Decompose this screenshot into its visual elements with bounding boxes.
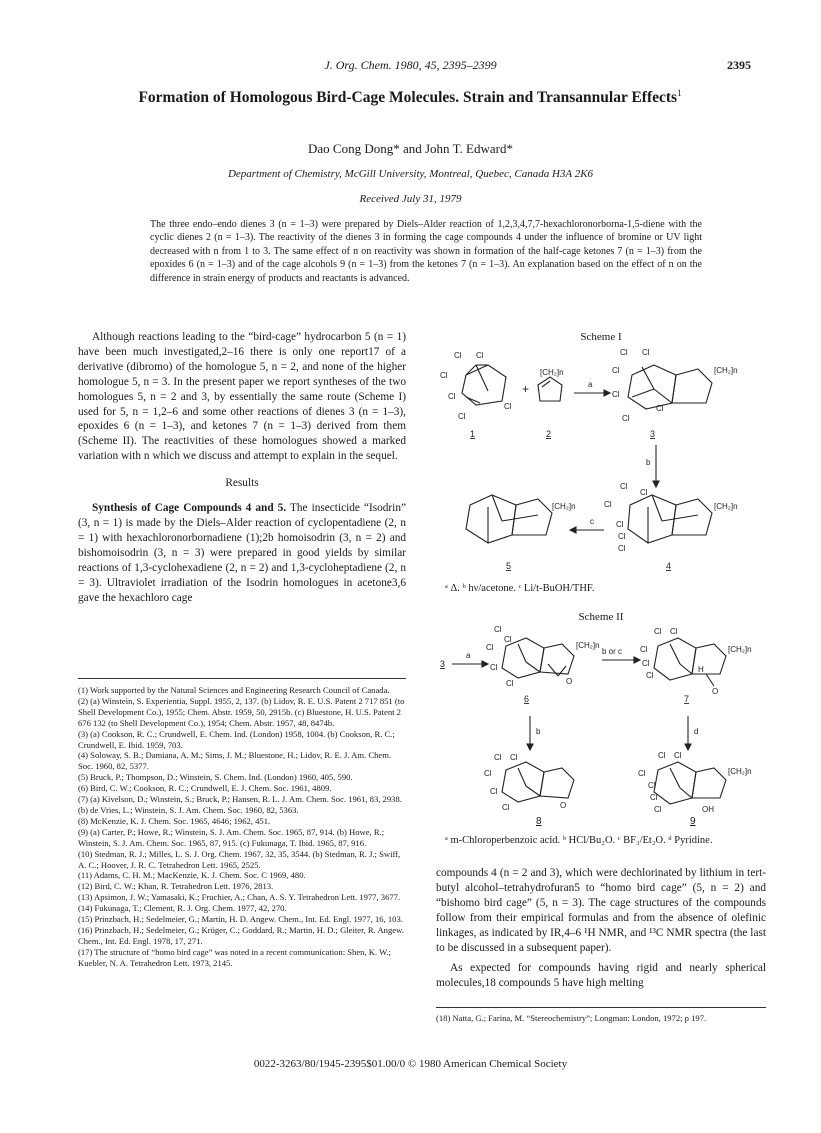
cl-label: Cl — [506, 679, 514, 688]
footnote: (7) (a) Kivelson, D.; Winstein, S.; Bruck, P.; Hansen, R. L. J. Am. Chem. Soc. 1961, 83, 2938. (b) de Vries, L.; Winstein, S. J. Am. Chem. Soc. 1960, 82, 5363. — [78, 794, 402, 815]
page-number: 2395 — [727, 58, 751, 72]
cl-label: Cl — [638, 769, 646, 778]
scheme2-title: Scheme II — [578, 611, 624, 623]
compound-number-6: 6 — [524, 694, 530, 704]
compound-9-structure — [638, 751, 752, 814]
cl-label: Cl — [640, 488, 648, 497]
cl-label: Cl — [490, 663, 498, 672]
cl-label: Cl — [642, 348, 650, 357]
cl-label: Cl — [648, 781, 656, 790]
cl-label: Cl — [620, 348, 628, 357]
plus-sign: + — [522, 382, 530, 396]
ch2n-label: [CH₂]n — [728, 645, 752, 654]
synthesis-text: The insecticide “Isodrin” (3, n = 1) is made by the Diels–Alder reaction of cyclopentadiene (2, n = 1) with hexachloronorbornadiene (1);2b homoisodrin (3, n = 2) and bishomoisodrin (3, n = 3) were prepared in good yields by similar reactions of 1,3-cyclohexadiene (2, n = 2) and 1,3-cycloheptadiene (2, n = 3). Ultraviolet irradiation of the Isodrin homologues in acetone3,6 gave the hexachloro cage — [78, 502, 406, 604]
cl-label: Cl — [476, 351, 484, 360]
compound-1-structure — [440, 351, 512, 439]
footnote: (6) Bird, C. W.; Cookson, R. C.; Crundwell, E. J. Chem. Soc. 1961, 4809. — [78, 783, 332, 794]
cl-label: Cl — [458, 412, 466, 421]
oh-label: OH — [702, 805, 714, 814]
footnote: (16) Prinzbach, H.; Sedelmeier, G.; Krüger, C.; Goddard, R.; Martin, H. D.; Gleiter, R. Angew. Chem., Int. Ed. Engl. 1978, 17, 271. — [78, 924, 404, 946]
synthesis-heading: Synthesis of Cage Compounds 4 and 5. — [92, 502, 287, 515]
ch2n-label: [CH₂]n — [714, 502, 738, 511]
footnote-divider — [78, 678, 406, 679]
intro-paragraph: Although reactions leading to the “bird-cage” hydrocarbon 5 (n = 1) have been much investigated,2–16 there is only one report17 of a derivative (dibromo) of the homologue 5, n = 2, and none of the higher homologue 5, n = 3. In the present paper we report syntheses of the two homologues 5, n = 2 and 3, by essentially the same route (Scheme I) used for 5, n = 1,2–6 and some other reactions of dienes 3 (n = 1–3), epoxides 6 (n = 1–3), and ketones 7 (n = 1–3) derived from them (Scheme II). The reactivities of these homologues showed a marked variation with n which we discuss and attempt to explain in the sequel. — [78, 331, 406, 463]
reagent-a-label: a — [466, 651, 471, 660]
cl-label: Cl — [622, 414, 630, 423]
cl-label: Cl — [504, 402, 512, 411]
footnote: (12) Bird, C. W.; Khan, R. Tetrahedron Lett. 1976, 2813. — [78, 881, 274, 892]
compound-number-2: 2 — [546, 429, 552, 439]
right-column — [436, 866, 766, 997]
cl-label: Cl — [616, 520, 624, 529]
o-label: O — [566, 677, 573, 686]
cl-label: Cl — [640, 645, 648, 654]
compound-4-structure — [604, 482, 738, 571]
compound-number-1: 1 — [470, 429, 476, 439]
compound-6-structure — [486, 625, 600, 704]
footnote: (13) Apsimon, J. W.; Yamasaki, K.; Fruchier, A.; Chan, A. S. Y. Tetrahedron Lett. 1977, 3677. — [78, 892, 401, 903]
compound-7-structure — [640, 627, 752, 704]
cl-label: Cl — [612, 390, 620, 399]
reagent-b-or-c-label: b or c — [602, 647, 623, 656]
footnote: (4) Soloway, S. B.; Damiana, A. M.; Sims, J. M.; Bluestone, H.; Lidov, R. E. J. Am. Chem. Soc. 1960, 82, 5377. — [78, 750, 392, 772]
footnote: (10) Stedman, R. J.; Milles, L. S. J. Org. Chem. 1967, 32, 35, 3544. (b) Stedman, R. J.; Swiff, A. C.; Hoover, J. R. C. Tetrahedron Lett. 1965, 2525. — [78, 848, 401, 870]
synthesis-paragraph — [78, 501, 406, 605]
cl-label: Cl — [502, 803, 510, 812]
compound-8-structure — [484, 753, 574, 812]
cl-label: Cl — [448, 392, 456, 401]
compound-number-9: 9 — [690, 816, 696, 827]
compound-number-8: 8 — [536, 816, 542, 827]
reagent-c-label: c — [590, 517, 594, 526]
compound-2-structure — [538, 368, 564, 439]
left-column — [78, 330, 406, 611]
journal-citation: J. Org. Chem. 1980, 45, 2395–2399 — [324, 58, 497, 72]
compound-number-7: 7 — [684, 694, 690, 704]
abstract: The three endo–endo dienes 3 (n = 1–3) were prepared by Diels–Alder reaction of 1,2,3,4,7,7-hexachloronorborna-1,5-diene with the cyclic dienes 2 (n = 1–3). The reactivity of the dienes 3 in forming the cage compounds 4 under the influence of bromine or UV light decreased with n from 1 to 3. The same effect of n on reactivity was shown in formation of the half-cage ketones 7 (n = 1–3) from the epoxides 6 (n = 1–3) and of the cage alcohols 9 (n = 1–3) from the ketones 7 (n = 1–3). An explanation based on the effect of n on the difference in strain energy of products and reactants is advanced. — [150, 219, 702, 284]
cl-label: Cl — [510, 753, 518, 762]
cl-label: Cl — [504, 635, 512, 644]
cl-label: Cl — [618, 532, 626, 541]
ch2n-label: [CH₂]n — [540, 368, 564, 377]
cl-label: Cl — [490, 787, 498, 796]
cl-label: Cl — [620, 482, 628, 491]
compound-3-structure — [612, 348, 738, 439]
footnote: (9) (a) Carter, P.; Howe, R.; Winstein, S. J. Am. Chem. Soc. 1965, 87, 914. (b) Howe, R.; Winstein, S. J. Am. Chem. Soc. 1965, 87, 915. (c) Fukunaga, T. Ibid. 1965, 87, 916. — [78, 826, 385, 848]
footnote: (2) (a) Winstein, S. Experientia, Suppl. 1955, 2, 137. (b) Lidov, R. E. U.S. Patent 2 717 851 (to Shell Development Co.), 1955; Chem. Abstr. 1959, 50, 2915b. (c) Bluestone, H. U.S. Patent 2 676 132 (to Shell Development Co.), 1954; Chem. Abstr. 1957, 48, 8474b. — [78, 695, 405, 728]
footnote: (8) McKenzie, K. J. Chem. Soc. 1965, 4646; 1962, 451. — [78, 815, 271, 826]
footnote: (3) (a) Cookson, R. C.; Crundwell, E. Chem. Ind. (London) 1958, 1004. (b) Cookson, R. C.; Crundwell, E. Ibid. 1959, 703. — [78, 728, 395, 750]
cl-label: Cl — [454, 351, 462, 360]
compound-number-4: 4 — [666, 561, 672, 571]
affiliation: Department of Chemistry, McGill University, Montreal, Quebec, Canada H3A 2K6 — [227, 168, 594, 180]
h-label: H — [698, 665, 704, 674]
cl-label: Cl — [646, 671, 654, 680]
o-label: O — [712, 687, 719, 696]
right-footnote: (18) Natta, G.; Farina, M. “Stereochemistry”; Longman: London, 1972; p 197. — [436, 1013, 707, 1023]
received-date: Received July 31, 1979 — [359, 193, 462, 205]
compound-number-3: 3 — [650, 429, 656, 439]
scheme1-caption: ᵃ Δ. ᵇ hν/acetone. ᶜ Li/t-BuOH/THF. — [445, 583, 595, 594]
copyright-line: 0022-3263/80/1945-2395$01.00/0 © 1980 American Chemical Society — [253, 1058, 568, 1070]
authors: Dao Cong Dong* and John T. Edward* — [308, 141, 513, 156]
footnotes — [78, 685, 406, 969]
reagent-b-label: b — [536, 727, 541, 736]
cl-label: Cl — [618, 544, 626, 553]
scheme2-diagram — [436, 624, 766, 814]
results-heading: Results — [225, 477, 259, 490]
scheme1-title: Scheme I — [580, 331, 622, 343]
ch2n-label: [CH₂]n — [552, 502, 576, 511]
cl-label: Cl — [484, 769, 492, 778]
cl-label: Cl — [674, 751, 682, 760]
cl-label: Cl — [612, 366, 620, 375]
cl-label: Cl — [604, 500, 612, 509]
cl-label: Cl — [494, 625, 502, 634]
reagent-a-label: a — [588, 380, 593, 389]
scheme1-diagram — [436, 345, 766, 577]
compound-number-5: 5 — [506, 561, 512, 571]
cl-label: Cl — [494, 753, 502, 762]
cl-label: Cl — [654, 627, 662, 636]
right-paragraph-2: As expected for compounds having rigid and nearly spherical molecules,18 compounds 5 have high melting — [436, 962, 766, 990]
cl-label: Cl — [654, 805, 662, 814]
compound-number-3: 3 — [440, 659, 446, 669]
footnote: (5) Bruck, P.; Thompson, D.; Winstein, S. Chem. Ind. (London) 1960, 405, 590. — [78, 772, 353, 783]
ch2n-label: [CH₂]n — [714, 366, 738, 375]
cl-label: Cl — [486, 643, 494, 652]
right-paragraph-1: compounds 4 (n = 2 and 3), which were dechlorinated by lithium in tert-butyl alcohol–tetrahydrofuran5 to “homo bird cage” (5, n = 2) and “bishomo bird cage” (5, n = 3). The cage structures of the compounds follow from their empirical formulas and from the absence of olefinic linkages, as indicated by IR,4–6 ¹H NMR, and ¹³C NMR spectra (the last to be discussed in a subsequent paper). — [436, 867, 766, 954]
ch2n-label: [CH₂]n — [728, 767, 752, 776]
reagent-d-label: d — [694, 727, 699, 736]
cl-label: Cl — [440, 371, 448, 380]
cl-label: Cl — [642, 659, 650, 668]
footnote: (15) Prinzbach, H.; Sedelmeier, G.; Martin, H. D. Angew. Chem., Int. Ed. Engl. 1977, 16, 103. — [78, 914, 403, 925]
footnote: (17) The structure of “homo bird cage” was noted in a recent communication: Shen, K. W.; Kuebler, N. A. Tetrahedron Lett. 1973, 2145. — [78, 946, 391, 968]
scheme2-caption: ᵃ m-Chloroperbenzoic acid. ᵇ HCl/Bu₂O. ᶜ BF₃/Et₂O. ᵈ Pyridine. — [445, 835, 713, 846]
title-footnote-mark: 1 — [677, 88, 682, 98]
footnote: (14) Fukunaga, T.; Clement, R. J. Org. Chem. 1977, 42, 270. — [78, 903, 287, 914]
cl-label: Cl — [658, 751, 666, 760]
cl-label: Cl — [656, 404, 664, 413]
ch2n-label: [CH₂]n — [576, 641, 600, 650]
compound-5-structure — [466, 495, 576, 571]
title-text: Formation of Homologous Bird-Cage Molecules. Strain and Transannular Effects — [138, 89, 678, 107]
footnote: (11) Adams, C. H. M.; MacKenzie, K. J. Chem. Soc. C 1969, 480. — [78, 870, 306, 881]
cl-label: Cl — [670, 627, 678, 636]
article-title — [110, 83, 710, 108]
right-footnote-divider — [436, 1007, 766, 1008]
cl-label: Cl — [650, 793, 658, 802]
o-label: O — [560, 801, 567, 810]
reagent-b-label: b — [646, 458, 651, 467]
footnote: (1) Work supported by the Natural Sciences and Engineering Research Council of Canada. — [78, 685, 390, 695]
